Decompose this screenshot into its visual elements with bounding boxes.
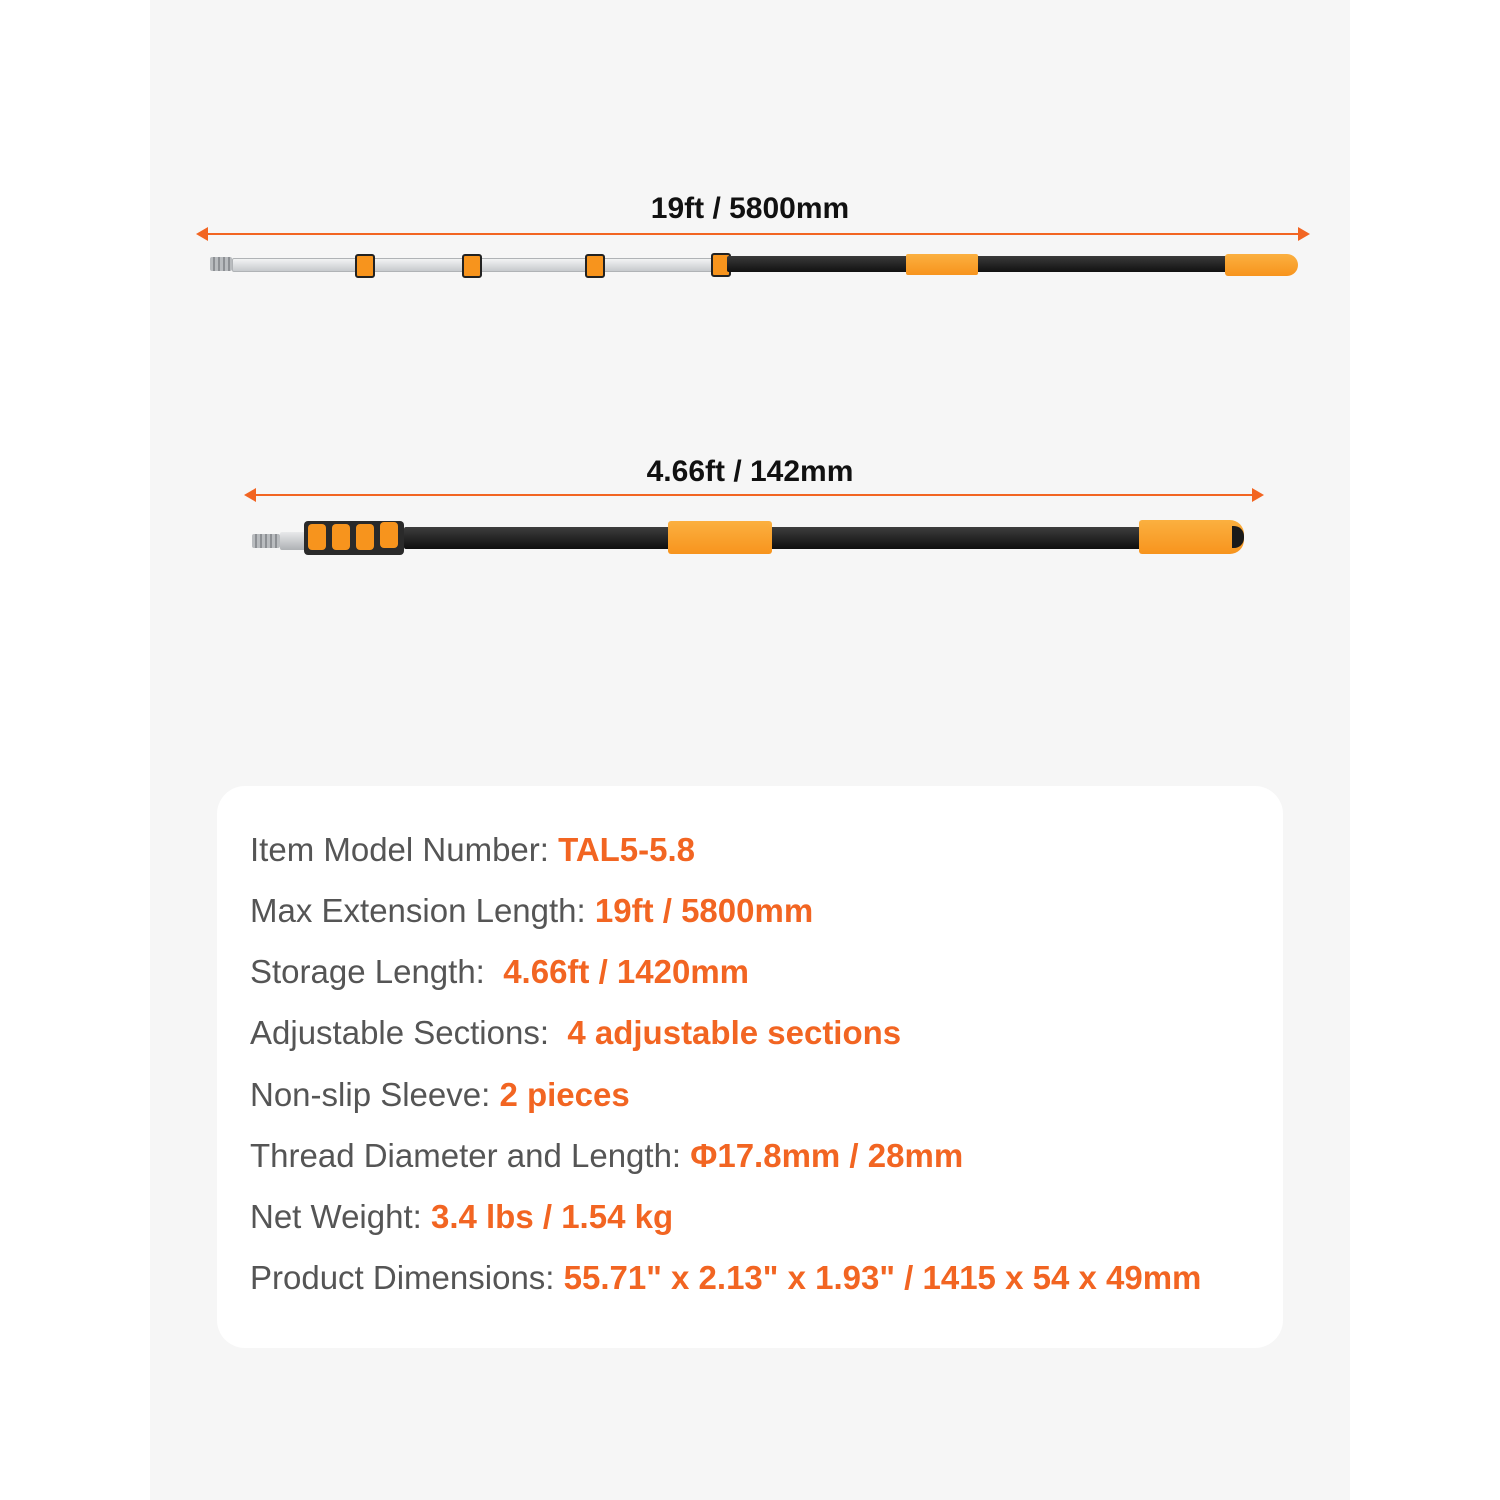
spec-value: 19ft / 5800mm bbox=[594, 892, 814, 929]
thread-tip-icon bbox=[252, 534, 280, 548]
spec-row-sleeve bbox=[250, 1076, 630, 1114]
spec-label: Non-slip Sleeve: bbox=[250, 1076, 500, 1113]
spec-row-adjustable-sections bbox=[250, 1014, 901, 1052]
clamp-icon bbox=[332, 524, 350, 550]
spec-label: Storage Length: bbox=[250, 953, 504, 990]
extended-length-label: 19ft / 5800mm bbox=[650, 192, 850, 225]
pole-black-section bbox=[404, 527, 1144, 549]
spec-row-max-extension bbox=[250, 892, 813, 930]
spec-value: Φ17.8mm / 28mm bbox=[690, 1137, 964, 1174]
storage-length-label: 4.66ft / 142mm bbox=[646, 455, 854, 488]
spec-value: TAL5-5.8 bbox=[558, 831, 696, 868]
spec-label: Adjustable Sections: bbox=[250, 1014, 568, 1051]
spec-value: 55.71" x 2.13" x 1.93" / 1415 x 54 x 49mm bbox=[563, 1259, 1202, 1296]
spec-label: Product Dimensions: bbox=[250, 1259, 564, 1296]
arrow-right-icon bbox=[1252, 488, 1264, 502]
spec-value: 4 adjustable sections bbox=[567, 1014, 902, 1051]
clamp-icon bbox=[380, 522, 398, 548]
arrow-right-icon bbox=[1298, 227, 1310, 241]
clamp-icon bbox=[462, 254, 482, 278]
storage-dimension-line bbox=[248, 494, 1260, 496]
spec-row-net-weight bbox=[250, 1198, 673, 1236]
spec-row-model bbox=[250, 831, 695, 869]
spec-label: Net Weight: bbox=[250, 1198, 431, 1235]
spec-label: Thread Diameter and Length: bbox=[250, 1137, 691, 1174]
grip-sleeve bbox=[1225, 254, 1298, 276]
clamp-icon bbox=[585, 254, 605, 278]
arrow-left-icon bbox=[244, 488, 256, 502]
spec-label: Max Extension Length: bbox=[250, 892, 595, 929]
spec-row-thread bbox=[250, 1137, 963, 1175]
spec-row-storage-length bbox=[250, 953, 749, 991]
spec-value: 3.4 lbs / 1.54 kg bbox=[430, 1198, 674, 1235]
arrow-left-icon bbox=[196, 227, 208, 241]
extended-dimension-line bbox=[200, 233, 1306, 235]
spec-label: Item Model Number: bbox=[250, 831, 559, 868]
grip-sleeve bbox=[1139, 520, 1244, 554]
clamp-icon bbox=[308, 524, 326, 550]
clamp-icon bbox=[355, 254, 375, 278]
thread-tip-icon bbox=[210, 257, 232, 271]
spec-value: 2 pieces bbox=[499, 1076, 630, 1113]
grip-sleeve bbox=[906, 254, 978, 275]
spec-row-dimensions bbox=[250, 1259, 1201, 1297]
spec-card bbox=[217, 786, 1283, 1348]
spec-value: 4.66ft / 1420mm bbox=[503, 953, 750, 990]
grip-sleeve bbox=[668, 521, 772, 554]
clamp-icon bbox=[356, 524, 374, 550]
